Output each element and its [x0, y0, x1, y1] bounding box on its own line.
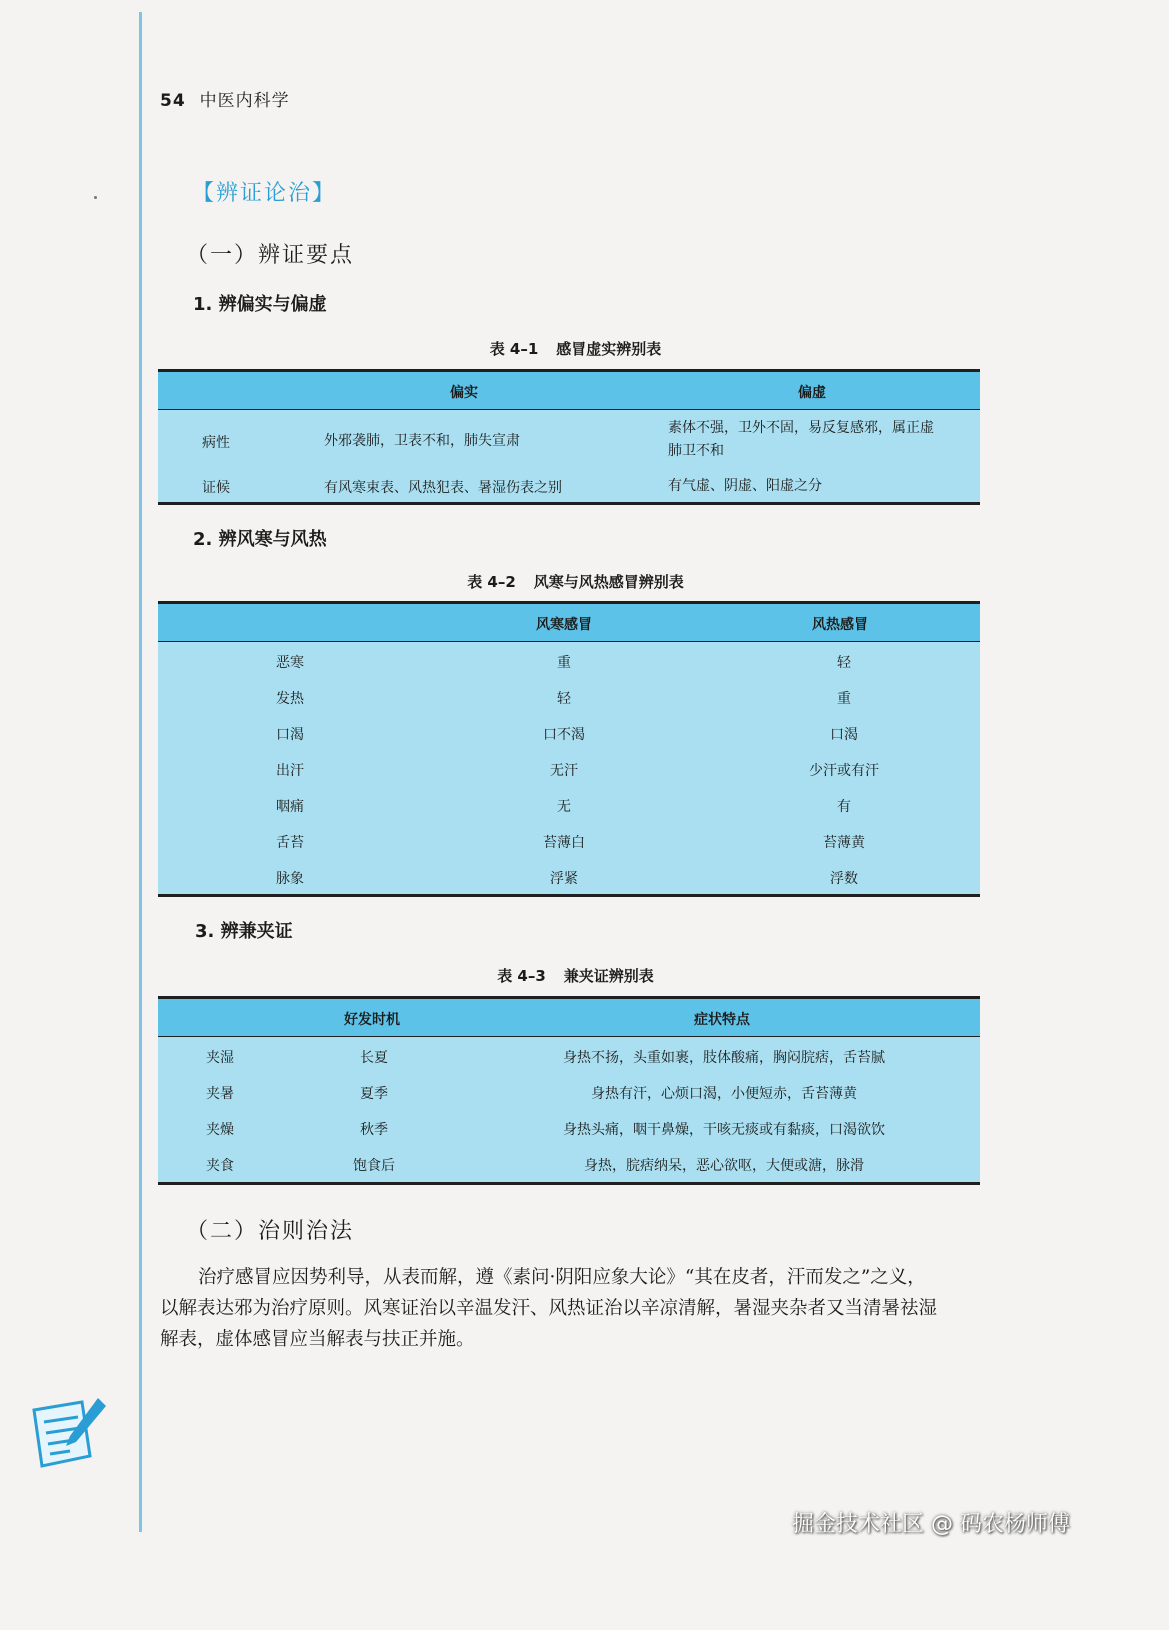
cell: 身热有汗，心烦口渴，小便短赤，舌苔薄黄 [591, 1086, 857, 1102]
cell: 苔薄白 [543, 835, 585, 851]
cell: 长夏 [360, 1050, 388, 1066]
row-label: 咽痛 [276, 799, 304, 815]
table2-number: 表 4–2 [467, 573, 516, 591]
cell: 有气虚、阴虚、阳虚之分 [668, 478, 822, 494]
cell: 有 [837, 799, 851, 815]
table3-header-col2: 症状特点 [694, 1012, 750, 1028]
row-label: 发热 [276, 691, 304, 707]
cell: 夏季 [360, 1086, 388, 1102]
table1 [158, 369, 980, 505]
section-title: 【辨证论治】 [192, 181, 337, 206]
heading-3: 3. 辨兼夹证 [195, 921, 293, 942]
table2-header-col1: 风寒感冒 [536, 617, 592, 633]
paragraph-line-1: 治疗感冒应因势利导，从表而解，遵《素问·阴阳应象大论》“其在皮者，汗而发之”之义， [198, 1267, 926, 1288]
watermark: 掘金技术社区 @ 码农杨师傅 [792, 1512, 1070, 1537]
cell: 有风寒束表、风热犯表、暑湿伤表之别 [324, 480, 562, 496]
cell: 口渴 [830, 727, 858, 743]
table-row [158, 714, 980, 750]
cell: 轻 [557, 691, 571, 707]
page-number: 54 [160, 91, 186, 111]
row-label: 口渴 [276, 727, 304, 743]
table1-title: 感冒虚实辨别表 [556, 340, 662, 358]
heading-2: 2. 辨风寒与风热 [193, 529, 327, 550]
margin-rule [139, 12, 142, 1532]
note-pencil-icon [30, 1392, 110, 1472]
table2 [158, 601, 980, 897]
table-row [158, 786, 980, 822]
table2-caption [0, 571, 1169, 592]
running-head [160, 86, 290, 111]
table-row [158, 750, 980, 786]
paragraph-line-2: 以解表达邪为治疗原则。风寒证治以辛温发汗、风热证治以辛凉清解，暑湿夹杂者又当清暑祛湿 [160, 1298, 938, 1319]
table1-header-col2: 偏虚 [798, 385, 826, 401]
table3-number: 表 4–3 [497, 967, 546, 985]
table-row [158, 858, 980, 894]
table2-body [158, 642, 980, 894]
table-row [158, 1073, 980, 1109]
table1-header-col1: 偏实 [450, 385, 478, 401]
table-row [158, 410, 980, 468]
cell: 口不渴 [543, 727, 585, 743]
cell: 重 [557, 655, 571, 671]
table-row [158, 678, 980, 714]
table3-header [158, 999, 980, 1037]
heading-1: 1. 辨偏实与偏虚 [193, 294, 327, 315]
treatment-paragraph [160, 1262, 990, 1355]
table2-header [158, 604, 980, 642]
row-label: 舌苔 [276, 835, 304, 851]
cell: 苔薄黄 [823, 835, 865, 851]
table1-header [158, 372, 980, 410]
row-label: 病性 [202, 435, 230, 451]
table2-title: 风寒与风热感冒辨别表 [533, 573, 684, 591]
cell: 无汗 [550, 763, 578, 779]
row-label: 夹燥 [206, 1122, 234, 1138]
table2-header-col2: 风热感冒 [812, 617, 868, 633]
table3-caption [0, 965, 1169, 986]
page-speck [94, 196, 97, 199]
table3 [158, 996, 980, 1185]
cell: 轻 [837, 655, 851, 671]
subsection-title-1: （一）辨证要点 [186, 243, 355, 268]
cell: 饱食后 [353, 1158, 395, 1174]
book-title: 中医内科学 [199, 91, 290, 111]
cell: 外邪袭肺，卫表不和，肺失宣肃 [324, 433, 520, 449]
row-label: 夹暑 [206, 1086, 234, 1102]
row-label: 证候 [202, 480, 230, 496]
table-row [158, 822, 980, 858]
paragraph-line-3: 解表，虚体感冒应当解表与扶正并施。 [160, 1329, 475, 1350]
subsection-title-2: （二）治则治法 [186, 1219, 355, 1244]
row-label: 脉象 [276, 871, 304, 887]
table3-body [158, 1037, 980, 1181]
table1-number: 表 4–1 [489, 340, 539, 358]
row-label: 夹食 [206, 1158, 234, 1174]
row-label: 出汗 [276, 763, 304, 779]
cell: 浮紧 [550, 871, 578, 887]
table3-title: 兼夹证辨别表 [563, 967, 654, 985]
cell: 重 [837, 691, 851, 707]
cell: 身热，脘痞纳呆，恶心欲呕，大便或溏，脉滑 [584, 1158, 864, 1174]
cell: 身热不扬，头重如裹，肢体酸痛，胸闷脘痞，舌苔腻 [563, 1050, 885, 1066]
cell: 素体不强，卫外不固，易反复感邪，属正虚 [668, 420, 934, 436]
table-row [158, 468, 980, 500]
table3-header-col1: 好发时机 [344, 1012, 400, 1028]
table-row [158, 1037, 980, 1073]
row-label: 恶寒 [276, 655, 304, 671]
cell: 肺卫不和 [668, 443, 724, 459]
table1-caption [0, 338, 1169, 359]
row-label: 夹湿 [206, 1050, 234, 1066]
table-row [158, 642, 980, 678]
cell: 少汗或有汗 [809, 763, 879, 779]
cell: 无 [557, 799, 571, 815]
table-row [158, 1109, 980, 1145]
table-row [158, 1145, 980, 1181]
cell: 浮数 [830, 871, 858, 887]
cell: 身热头痛，咽干鼻燥，干咳无痰或有黏痰，口渴欲饮 [563, 1122, 885, 1138]
cell: 秋季 [360, 1122, 388, 1138]
